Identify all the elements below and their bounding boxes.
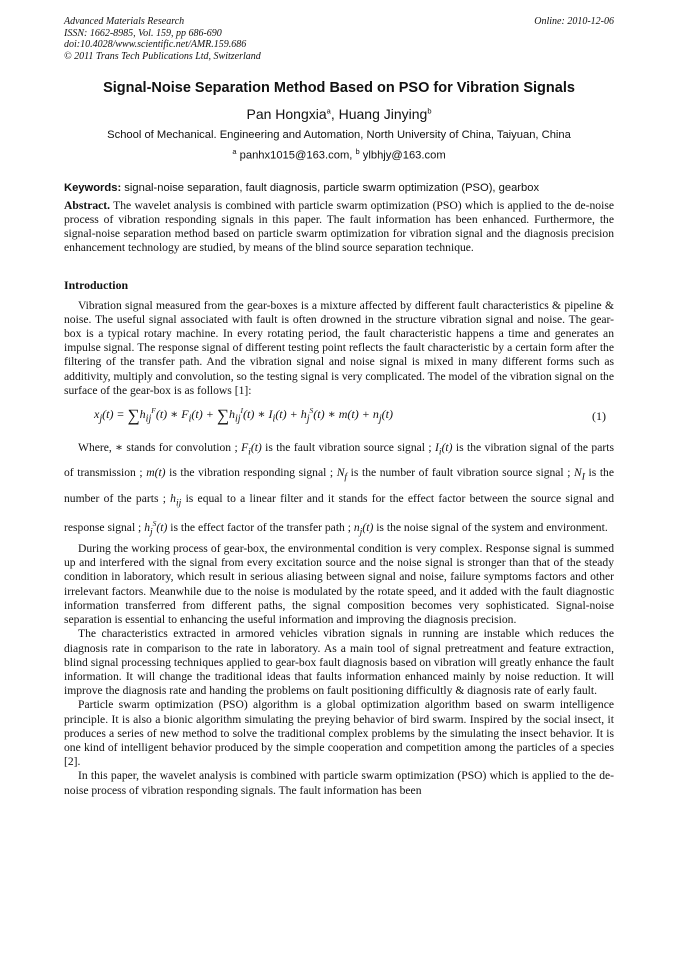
body-paragraph: Particle swarm optimization (PSO) algorithm is a global optimization algorithm based on swarm intelligence principle. It is also a bionic algorithm simulating the preying behavior of bird swarm. Inspired by the social insect, it produces a series of new method to solve the traditional complex problems by the simulating the insect behavior. It is one kind of intelligent behavior produced by the simple cooperation and competition among the particles of a species [2]. — [64, 698, 614, 769]
equation-1 — [64, 400, 614, 434]
definition-text: is the vibration signal of the parts of transmission ; — [64, 440, 614, 480]
equation-formula: $x_j(t) = \sum h_{ij}^F(t)$ ∗ $F_i(t) + \sum h_{ij}^I(t)$ ∗ $I_i(t) + h_j^S(t)$ ∗ $m(t) + n_j(t)$ — [94, 405, 393, 425]
author-superscript: a — [326, 106, 331, 116]
symbol: $h_j^S(t)$ — [144, 518, 168, 538]
body-paragraph: The characteristics extracted in armored vehicles vibration signals in running are instable which reduces the diagnosis rate in comparison to the rate in laboratory. As a main tool of signal pretreatment and feature extraction, blind signal processing techniques applied to gear-box fault diagnosis based on vibration will greatly enhance the fault information. It will change the traditional ideas that faults information enhanced mainly by noise reduction. It will improve the diagnosis rate and handing the problems on fault positioning difficultly & diagnosis rate of early fault. — [64, 627, 614, 698]
online-date: Online: 2010-12-06 — [534, 16, 614, 27]
email-superscript: b — [355, 147, 360, 156]
abstract — [64, 199, 614, 256]
email-address: panhx1015@163.com, — [236, 149, 356, 162]
author-name: Huang Jinying — [338, 106, 428, 122]
email-line — [64, 147, 614, 162]
symbol: m(t) — [146, 466, 166, 480]
body-paragraph: During the working process of gear-box, the environmental condition is very complex. Response signal is summed up and interfered with the signal from every excitation source and the noise signal is stronger than that of the steady condition in laboratory, which result in serious aliasing between signal and noise, failure symptoms factors and other irrelevant factors. Meanwhile due to the noise is modulated by the rotate speed, and it added with the fault diagnostic information transferred from different paths, the signal composition becomes very sophisticated. Signal-noise separation is essential to enhancing the useful information and improving the diagnosis precision. — [64, 542, 614, 627]
abstract-label: Abstract. — [64, 198, 111, 212]
keywords-label: Keywords: — [64, 181, 122, 194]
email-address: ylbhjy@163.com — [359, 149, 446, 162]
definition-text: is the number of the parts ; — [64, 466, 614, 505]
copyright-line: © 2011 Trans Tech Publications Ltd, Switzerland — [64, 50, 261, 62]
author-separator: , — [330, 106, 339, 122]
definition-text: is equal to a linear filter and it stands for the effect factor between the source signal and response signal ; — [64, 491, 614, 534]
symbol: $n_j(t)$ — [353, 520, 374, 538]
symbol: $N_f$ — [336, 466, 348, 483]
author-line — [64, 106, 614, 122]
symbol-definitions — [64, 437, 614, 542]
symbol: $h_{ij}$ — [170, 491, 182, 508]
affiliation: School of Mechanical. Engineering and Automation, North University of China, Taiyuan, China — [107, 129, 571, 141]
abstract-text: The wavelet analysis is combined with particle swarm optimization (PSO) which is applied to the de-noise process of vibration responding signals in this paper. The fault information has been enhanced. Furthermore, the signal-noise separation method based on particle swarm optimization for vibration signal and the diagnosis precision enhancement technology are studied, by means of the blind source separation technique. — [64, 198, 614, 255]
doi-line: doi:10.4028/www.scientific.net/AMR.159.686 — [64, 39, 247, 50]
equation-number: (1) — [592, 408, 606, 423]
paper-title: Signal-Noise Separation Method Based on PSO for Vibration Signals — [103, 80, 575, 96]
body-paragraph: Vibration signal measured from the gear-boxes is a mixture affected by different fault characteristics & pipeline & noise. The useful signal associated with fault is often drowned in the structure vibration signal and noise. The gear-box is a typical rotary machine. In every rotating period, the fault characteristic happens a time and generates an impulse signal. The response signal of different testing point reflects the fault characteristic by a certain form after the filtering of the transfer path. And the vibration signal and noise signal is mixed in many different forms such as additivity, multiply and convolution, so the testing signal is very complicated. The model of the vibration signal on the surface of the gear-box is as follows [1]: — [64, 298, 614, 397]
email-superscript: a — [232, 147, 237, 156]
keywords-text: signal-noise separation, fault diagnosis, particle swarm optimization (PSO), gearbox — [121, 181, 540, 194]
definition-text: is the number of fault vibration source signal ; — [347, 466, 575, 480]
author-name: Pan Hongxia — [246, 106, 327, 122]
symbol: $I_i(t)$ — [435, 440, 453, 458]
journal-name: Advanced Materials Research — [64, 16, 185, 27]
issn-line: ISSN: 1662-8985, Vol. 159, pp 686-690 — [64, 27, 222, 39]
definition-text: is the vibration responding signal ; — [165, 466, 337, 480]
section-heading: Introduction — [64, 277, 129, 292]
definition-text: Where, ∗ stands for convolution ; — [78, 440, 242, 454]
journal-header — [64, 16, 614, 62]
symbol: $N_I$ — [574, 466, 585, 483]
symbol: $F_i(t)$ — [241, 440, 262, 458]
body-paragraph: In this paper, the wavelet analysis is combined with particle swarm optimization (PSO) which is applied to the de-noise process of vibration responding signals. The fault information has been — [64, 769, 614, 797]
definition-text: is the effect factor of the transfer path ; — [167, 520, 354, 534]
definition-text: is the noise signal of the system and environment. — [373, 520, 608, 534]
keywords — [64, 182, 614, 194]
definition-text: is the fault vibration source signal ; — [261, 440, 435, 454]
author-superscript: b — [427, 106, 432, 116]
